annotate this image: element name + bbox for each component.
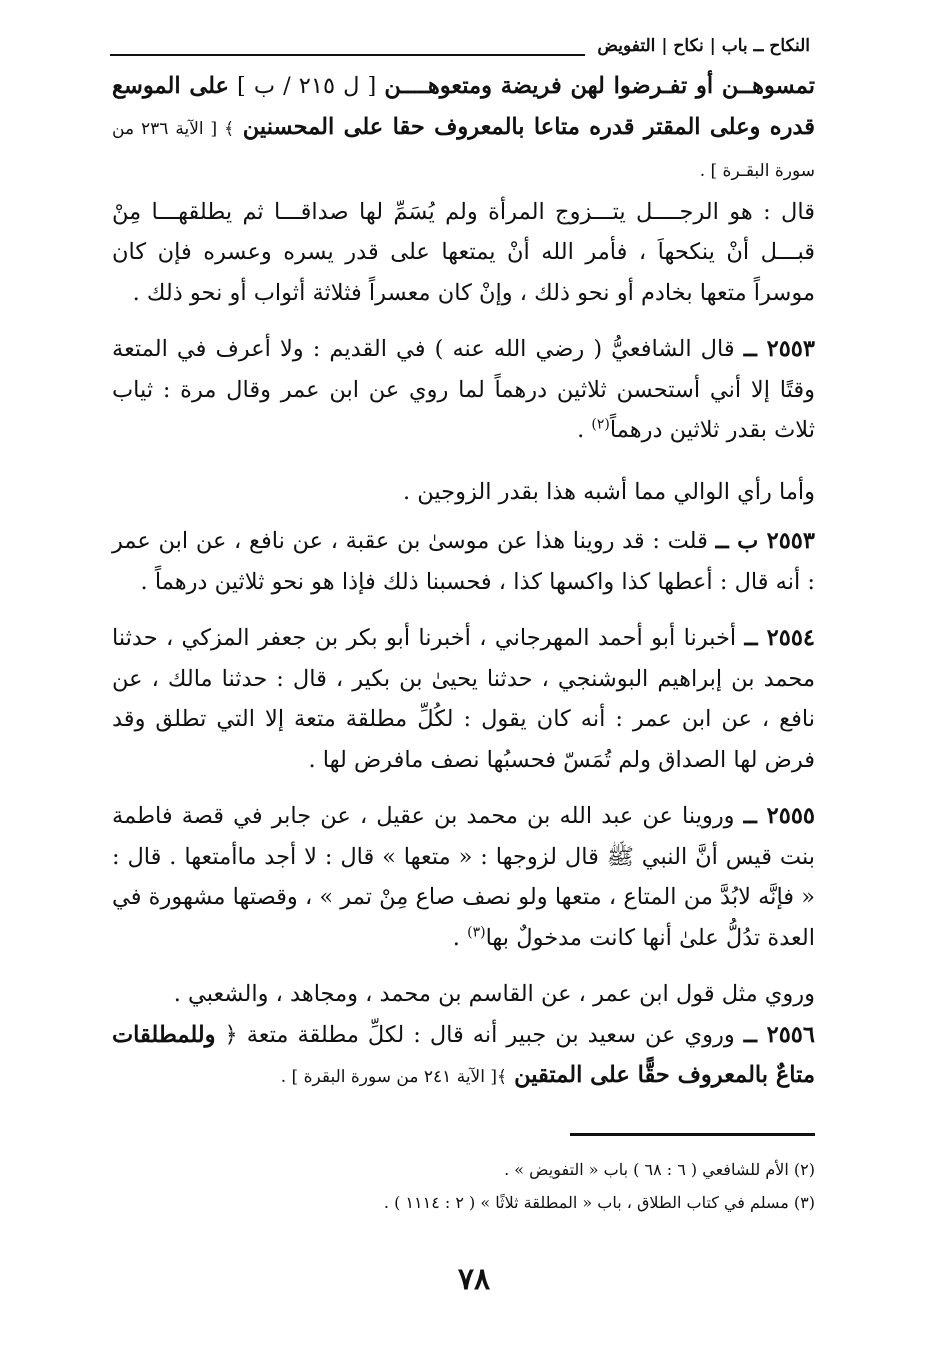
paragraph-text: وأما رأي الوالي مما أشبه هذا بقدر الزوجين . bbox=[402, 478, 815, 505]
header-rule bbox=[110, 54, 585, 56]
footnotes bbox=[250, 1153, 815, 1219]
manuscript-ref: [ ل ٢١٥ / ب ] bbox=[237, 73, 377, 99]
hadith-number: ٢٥٥٤ ــ bbox=[744, 625, 815, 651]
paragraph-2556 bbox=[112, 1015, 815, 1098]
verse-text: وللمطلقات متاعٌ بالمعروف حقًّا على المتقين bbox=[112, 1021, 815, 1088]
paragraph-2553 bbox=[112, 329, 815, 451]
hadith-number: ٢٥٥٣ ب ــ bbox=[715, 528, 815, 554]
paragraph-2555 bbox=[112, 796, 815, 958]
hadith-number: ٢٥٥٣ ــ bbox=[743, 336, 815, 362]
paragraph-text: قلت : قد روينا هذا عن موسىٰ بن عقبة ، عن نافع ، عن ابن عمر : أنه قال : أعطها كذا واكسها كذا ، فحسبنا ذلك فإذا هو نحو ثلاثين درهماً . bbox=[112, 528, 815, 595]
paragraph-text: أخبرنا أبو أحمد المهرجاني ، أخبرنا أبو بكر بن جعفر المزكي ، حدثنا محمد بن إبراهيم البوشنجي ، حدثنا يحيىٰ بن بكير ، قال : حدثنا مالك ، عن نافع ، عن ابن عمر : أنه كان يقول : لكُلِّ مطلقة متعة إلا التي تطلق وقد فرض لها الصداق ولم تُمَسّ فحسبُها نصف مافرض لها . bbox=[112, 625, 815, 773]
hadith-number: ٢٥٥٥ ــ bbox=[743, 803, 815, 829]
verse-citation: ﴾ [ الآية ٢٣٦ من سورة البقـرة ] . bbox=[112, 118, 815, 181]
paragraph-quran-236 bbox=[112, 66, 815, 192]
footnote-3: (٣) مسلم في كتاب الطلاق ، باب « المطلقة ثلاثًا » ( ٢ : ١١١٤ ) . bbox=[383, 1193, 815, 1212]
paragraph-end: . bbox=[452, 924, 468, 951]
paragraph-end: . bbox=[577, 417, 592, 443]
page-number: ٧٨ bbox=[457, 1262, 491, 1297]
footnote-ref: (٣) bbox=[467, 924, 486, 940]
main-text bbox=[112, 66, 815, 1098]
running-title: النكاح ــ باب | نكاح | التفويض bbox=[597, 36, 810, 56]
paragraph-text: وروي عن سعيد بن جبير أنه قال : لكلِّ مطلقة متعة ﴿ bbox=[224, 1021, 735, 1048]
paragraph-text: وروي مثل قول ابن عمر ، عن القاسم بن محمد ، ومجاهد ، والشعبي . bbox=[173, 981, 815, 1007]
running-header bbox=[110, 28, 810, 58]
paragraph-2553b bbox=[112, 521, 815, 602]
paragraph-wali bbox=[112, 472, 815, 513]
verse-text: تمسوهــن أو تفـرضوا لهن فريضة ومتعوهــــن bbox=[384, 73, 815, 99]
footnote-2: (٢) الأم للشافعي ( ٦ : ٦٨ ) باب « التفويض » . bbox=[504, 1160, 815, 1179]
paragraph-text: قال الشافعيُّ ( رضي الله عنه ) في القديم : ولا أعرف في المتعة وقتًا إلا أني أستحسن ثلاثين درهماً لما روي عن ابن عمر وقال مرة : ثياب ثلاث بقدر ثلاثين درهماً bbox=[112, 336, 815, 443]
verse-text-continued: على الموسع قدره وعلى المقتر قدره متاعا بالمعروف حقا على المحسنين bbox=[112, 73, 816, 140]
verse-citation: ﴾[ الآية ٢٤١ من سورة البقرة ] . bbox=[280, 1067, 507, 1087]
paragraph-other-narrations bbox=[112, 974, 815, 1015]
footnote-ref: (٢) bbox=[591, 416, 610, 433]
hadith-number: ٢٥٥٦ ــ bbox=[743, 1021, 815, 1048]
paragraph-text: وروينا عن عبد الله بن محمد بن عقيل ، عن جابر في قصة فاطمة بنت قيس أنَّ النبي ﷺ قال لزوجها : « متعها » قال : لا أجد ماأمتعها . قال : « فإنَّه لابُدَّ من المتاع ، متعها ولو نصف صاع مِنْ تمر » ، وقصتها مشهورة في العدة تدُلُّ علىٰ أنها كانت مدخولٌ بها bbox=[112, 803, 815, 951]
paragraph-2554 bbox=[112, 618, 815, 780]
paragraph-text: قال : هو الرجــــل يتـــزوج المرأة ولم يُسَمِّ لها صداقـــا ثم يطلقهـــا مِنْ قبـــل أنْ ينكحهاَ ، فأمر الله أنْ يمتعها على قدر يسره وعسره فإن كان موسراً متعها بخادم أو نحو ذلك ، وإنْ كان معسراً فثلاثة أثواب أو نحو ذلك . bbox=[112, 198, 815, 306]
footnote-rule bbox=[570, 1133, 815, 1136]
paragraph-explanation bbox=[112, 192, 815, 314]
